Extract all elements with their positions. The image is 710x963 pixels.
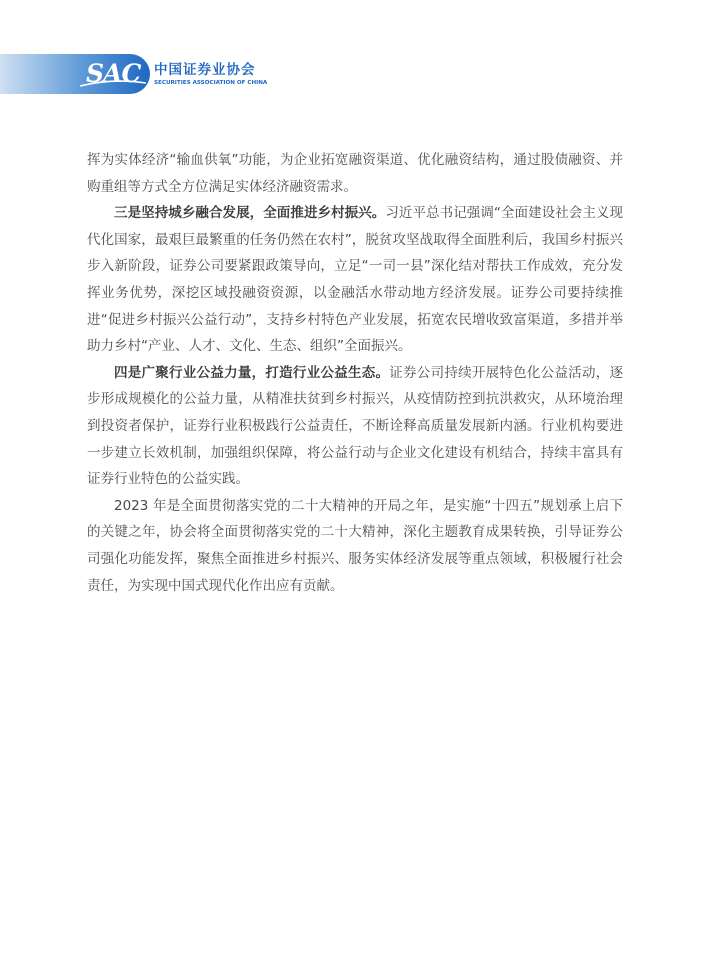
org-name-cn: 中国证券业协会 <box>154 62 256 78</box>
document-body <box>87 147 623 599</box>
paragraph-2-heading: 三是坚持城乡融合发展，全面推进乡村振兴。 <box>114 205 386 222</box>
paragraph-3 <box>87 360 623 493</box>
paragraph-4 <box>87 493 623 599</box>
paragraph-3-text: 证券公司持续开展特色化公益活动，逐步形成规模化的公益力量，从精准扶贫到乡村振兴，从疫情防控到抗洪救灾，从环境治理到投资者保护，证券行业积极践行公益责任，不断诠释高质量发展新内涵。行业机构要进一步建立长效机制，加强组织保障，将公益行动与企业文化建设有机结合，持续丰富具有证券行业特色的公益实践。 <box>87 364 624 488</box>
org-name-en: SECURITIES ASSOCIATION OF CHINA <box>154 80 268 86</box>
paragraph-2 <box>87 200 623 360</box>
paragraph-1-text: 挥为实体经济“输血供氧”功能，为企业拓宽融资渠道、优化融资结构，通过股债融资、并购重组等方式全方位满足实体经济融资需求。 <box>87 152 623 195</box>
paragraph-1 <box>87 147 623 200</box>
logo-swoosh-icon <box>80 80 146 88</box>
sac-logo-text: SAC <box>86 59 141 88</box>
paragraph-3-heading: 四是广聚行业公益力量，打造行业公益生态。 <box>114 364 390 381</box>
paragraph-2-text: 习近平总书记强调“全面建设社会主义现代化国家，最艰巨最繁重的任务仍然在农村”，脱贫攻坚战取得全面胜利后，我国乡村振兴步入新阶段，证券公司要紧跟政策导向，立足“一司一县”深化结对帮扶工作成效，充分发挥业务优势，深挖区域投融资资源，以金融活水带动地方经济发展。证券公司要持续推进“促进乡村振兴公益行动”，支持乡村特色产业发展，拓宽农民增收致富渠道，多措并举助力乡村“产业、人才、文化、生态、组织”全面振兴。 <box>87 205 624 355</box>
paragraph-4-text: 2023 年是全面贯彻落实党的二十大精神的开局之年，是实施“十四五”规划承上启下的关键之年，协会将全面贯彻落实党的二十大精神，深化主题教育成果转换，引导证券公司强化功能发挥，聚焦全面推进乡村振兴、服务实体经济发展等重点领域，积极履行社会责任，为实现中国式现代化作出应有贡献。 <box>87 497 623 594</box>
header <box>0 54 290 94</box>
